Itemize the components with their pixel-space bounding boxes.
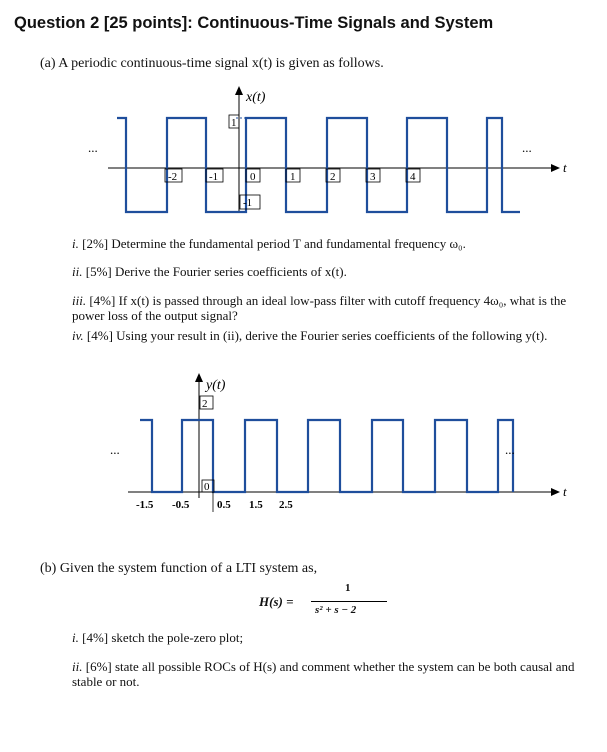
item-number: iii. [72,293,87,308]
item-text: [2%] Determine the fundamental period T and fundamental frequency ω₀. [82,236,466,251]
y-tick-label: 1.5 [249,499,263,511]
part-b-item-i [72,630,592,645]
x-low-value: -1 [243,197,253,209]
question-heading: Question 2 [25 points]: Continuous-Time Signals and System [14,14,494,32]
y-signal-label: y(t) [206,378,226,393]
x-tick-label: 4 [410,171,416,183]
item-number: ii. [72,264,83,279]
x-ellipsis-right: ... [522,140,532,155]
y-time-label: t [563,484,567,499]
item-text: [4%] sketch the pole-zero plot; [82,630,244,645]
item-number: i. [72,630,79,645]
part-a-intro: (a) A periodic continuous-time signal x(t) is given as follows. [40,56,384,71]
item-number: i. [72,236,79,251]
x-tick-label: -2 [168,171,178,183]
y-zero-label: 0 [204,481,210,493]
y-tick-label: -0.5 [172,499,190,511]
item-number: iv. [72,328,84,343]
x-tick-label: -1 [209,171,219,183]
part-b-intro: (b) Given the system function of a LTI system as, [40,561,318,576]
item-text: [6%] state all possible ROCs of H(s) and comment whether the system can be both causal and stable or not. [72,659,575,689]
item-text: [4%] If x(t) is passed through an ideal low-pass filter with cutoff frequency 4ω₀, what is the power loss of the output signal? [72,293,567,323]
y-high-value: 2 [202,398,208,410]
y-horizontal-arrow [551,488,560,496]
part-b-item-ii [72,659,592,689]
item-number: ii. [72,659,83,674]
transfer-function-lhs: H(s) = [259,594,294,609]
x-tick-label: 3 [370,171,376,183]
x-tick-label: 1 [290,171,296,183]
fraction-bar [311,601,387,602]
x-signal-label: x(t) [246,90,266,105]
y-ellipsis-left: ... [110,442,120,457]
item-text: [5%] Derive the Fourier series coefficients of x(t). [85,264,347,279]
x-tick-label: 0 [250,171,256,183]
y-tick-label: 2.5 [279,499,293,511]
x-time-label: t [563,160,567,175]
x-ellipsis-left: ... [88,140,98,155]
y-tick-label: 0.5 [217,499,231,511]
y-waveform [140,420,513,492]
item-text: [4%] Using your result in (ii), derive the Fourier series coefficients of the following y(t). [86,328,548,343]
y-vertical-arrow [195,373,203,382]
x-high-value: 1 [231,117,237,129]
y-ellipsis-right: ... [505,442,515,457]
transfer-function-numerator: 1 [345,582,351,594]
x-tick-label: 2 [330,171,336,183]
transfer-function-denominator: s² + s − 2 [315,604,357,616]
y-tick-label: -1.5 [136,499,154,511]
